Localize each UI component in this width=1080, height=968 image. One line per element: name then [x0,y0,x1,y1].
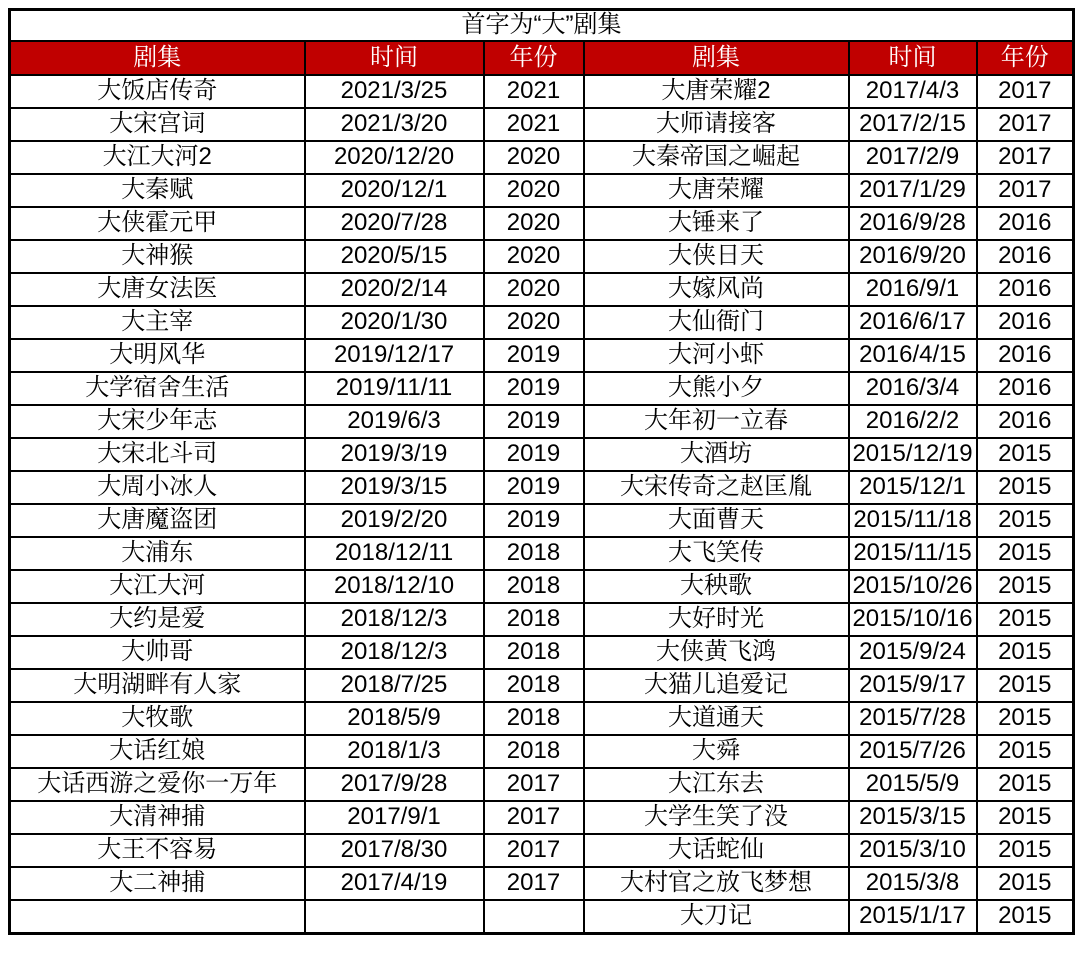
series-name-cell: 大帅哥 [10,636,305,669]
series-table [8,8,1075,935]
table-row [10,207,1074,240]
table-row [10,174,1074,207]
series-name-cell: 大秧歌 [584,570,849,603]
table-title: 首字为“大”剧集 [10,10,1074,42]
table-row [10,570,1074,603]
year-cell: 2015 [977,570,1074,603]
table-row [10,669,1074,702]
series-name-cell: 大年初一立春 [584,405,849,438]
date-cell: 2021/3/25 [305,75,484,108]
year-cell: 2017 [484,801,584,834]
series-name-cell: 大清神捕 [10,801,305,834]
year-cell: 2015 [977,900,1074,934]
date-cell: 2016/2/2 [849,405,977,438]
year-cell: 2017 [484,834,584,867]
date-cell: 2019/6/3 [305,405,484,438]
date-cell: 2018/5/9 [305,702,484,735]
year-cell: 2018 [484,669,584,702]
series-name-cell: 大明湖畔有人家 [10,669,305,702]
table-row [10,537,1074,570]
date-cell: 2015/12/19 [849,438,977,471]
table-row [10,141,1074,174]
date-cell: 2018/12/3 [305,603,484,636]
year-cell: 2015 [977,504,1074,537]
year-cell: 2016 [977,372,1074,405]
date-cell: 2015/9/17 [849,669,977,702]
year-cell: 2019 [484,405,584,438]
year-cell: 2017 [484,768,584,801]
year-cell: 2019 [484,372,584,405]
series-name-cell: 大唐荣耀 [584,174,849,207]
date-cell: 2015/1/17 [849,900,977,934]
date-cell: 2017/4/19 [305,867,484,900]
year-cell: 2018 [484,636,584,669]
year-cell: 2017 [977,174,1074,207]
series-name-cell: 大好时光 [584,603,849,636]
date-cell: 2015/3/15 [849,801,977,834]
year-cell: 2018 [484,735,584,768]
series-name-cell: 大学宿舍生活 [10,372,305,405]
date-cell: 2017/4/3 [849,75,977,108]
series-name-cell: 大嫁风尚 [584,273,849,306]
year-cell: 2016 [977,273,1074,306]
table-row [10,867,1074,900]
column-header-year-right: 年份 [977,41,1074,75]
year-cell: 2017 [484,867,584,900]
series-name-cell: 大宋传奇之赵匡胤 [584,471,849,504]
table-row [10,372,1074,405]
date-cell: 2018/12/11 [305,537,484,570]
year-cell: 2015 [977,438,1074,471]
date-cell: 2016/6/17 [849,306,977,339]
year-cell: 2016 [977,405,1074,438]
series-name-cell: 大话西游之爱你一万年 [10,768,305,801]
series-name-cell: 大唐魔盗团 [10,504,305,537]
year-cell: 2015 [977,834,1074,867]
year-cell: 2019 [484,471,584,504]
year-cell: 2018 [484,603,584,636]
table-row [10,240,1074,273]
series-name-cell: 大侠黄飞鸿 [584,636,849,669]
series-name-cell: 大江东去 [584,768,849,801]
year-cell: 2017 [977,108,1074,141]
year-cell: 2019 [484,504,584,537]
date-cell: 2020/12/1 [305,174,484,207]
series-name-cell: 大锤来了 [584,207,849,240]
series-name-cell: 大饭店传奇 [10,75,305,108]
series-name-cell: 大舜 [584,735,849,768]
series-name-cell: 大主宰 [10,306,305,339]
series-name-cell: 大王不容易 [10,834,305,867]
year-cell: 2015 [977,669,1074,702]
date-cell: 2017/1/29 [849,174,977,207]
column-header-year-left: 年份 [484,41,584,75]
table-row [10,504,1074,537]
year-cell: 2021 [484,108,584,141]
table-row [10,75,1074,108]
table-row [10,471,1074,504]
table-row [10,273,1074,306]
year-cell: 2019 [484,339,584,372]
series-name-cell: 大唐女法医 [10,273,305,306]
table-header-row [10,41,1074,75]
date-cell: 2015/10/16 [849,603,977,636]
year-cell: 2015 [977,636,1074,669]
series-name-cell: 大江大河 [10,570,305,603]
series-name-cell: 大侠日天 [584,240,849,273]
table-row [10,108,1074,141]
date-cell: 2017/2/9 [849,141,977,174]
date-cell: 2019/11/11 [305,372,484,405]
date-cell: 2017/9/1 [305,801,484,834]
year-cell: 2018 [484,702,584,735]
table-row [10,636,1074,669]
date-cell: 2020/2/14 [305,273,484,306]
date-cell: 2020/5/15 [305,240,484,273]
table-row [10,900,1074,934]
column-header-date-left: 时间 [305,41,484,75]
year-cell: 2020 [484,141,584,174]
year-cell: 2018 [484,570,584,603]
year-cell: 2015 [977,537,1074,570]
date-cell: 2015/7/26 [849,735,977,768]
table-row [10,438,1074,471]
date-cell: 2020/7/28 [305,207,484,240]
series-name-cell: 大约是爱 [10,603,305,636]
year-cell: 2020 [484,306,584,339]
series-name-cell: 大话红娘 [10,735,305,768]
date-cell: 2015/11/18 [849,504,977,537]
year-cell: 2016 [977,207,1074,240]
table-row [10,702,1074,735]
table-row [10,339,1074,372]
column-header-series-right: 剧集 [584,41,849,75]
series-name-cell: 大牧歌 [10,702,305,735]
series-name-cell: 大河小虾 [584,339,849,372]
year-cell: 2017 [977,141,1074,174]
series-name-cell: 大浦东 [10,537,305,570]
series-name-cell: 大猫儿追爱记 [584,669,849,702]
series-name-cell: 大飞笑传 [584,537,849,570]
year-cell: 2016 [977,339,1074,372]
series-name-cell: 大江大河2 [10,141,305,174]
table-row [10,768,1074,801]
table-row [10,603,1074,636]
column-header-series-left: 剧集 [10,41,305,75]
date-cell: 2018/12/3 [305,636,484,669]
series-name-cell: 大宋宫词 [10,108,305,141]
year-cell: 2015 [977,735,1074,768]
series-name-cell: 大明风华 [10,339,305,372]
series-name-cell: 大二神捕 [10,867,305,900]
date-cell: 2017/2/15 [849,108,977,141]
column-header-date-right: 时间 [849,41,977,75]
date-cell: 2019/3/19 [305,438,484,471]
series-name-cell: 大面曹天 [584,504,849,537]
series-name-cell: 大道通天 [584,702,849,735]
year-cell: 2020 [484,174,584,207]
date-cell: 2015/11/15 [849,537,977,570]
date-cell: 2020/1/30 [305,306,484,339]
table-title-row [10,10,1074,42]
year-cell: 2020 [484,240,584,273]
date-cell: 2019/2/20 [305,504,484,537]
series-name-cell: 大刀记 [584,900,849,934]
series-name-cell: 大侠霍元甲 [10,207,305,240]
date-cell: 2020/12/20 [305,141,484,174]
series-name-cell: 大唐荣耀2 [584,75,849,108]
year-cell: 2015 [977,471,1074,504]
series-name-cell: 大宋北斗司 [10,438,305,471]
table-body [10,75,1074,934]
date-cell: 2015/9/24 [849,636,977,669]
table-row [10,801,1074,834]
year-cell: 2018 [484,537,584,570]
table-row [10,405,1074,438]
series-name-cell: 大师请接客 [584,108,849,141]
year-cell: 2016 [977,306,1074,339]
date-cell: 2016/9/28 [849,207,977,240]
year-cell: 2015 [977,603,1074,636]
table-row [10,735,1074,768]
series-name-cell: 大秦帝国之崛起 [584,141,849,174]
year-cell: 2020 [484,207,584,240]
table-row [10,834,1074,867]
series-name-cell: 大话蛇仙 [584,834,849,867]
date-cell: 2018/12/10 [305,570,484,603]
series-name-cell: 大学生笑了没 [584,801,849,834]
series-name-cell: 大宋少年志 [10,405,305,438]
year-cell: 2015 [977,867,1074,900]
year-cell: 2021 [484,75,584,108]
date-cell: 2015/3/8 [849,867,977,900]
date-cell: 2017/8/30 [305,834,484,867]
date-cell: 2019/3/15 [305,471,484,504]
date-cell: 2016/4/15 [849,339,977,372]
date-cell: 2016/9/20 [849,240,977,273]
date-cell: 2017/9/28 [305,768,484,801]
series-name-cell: 大仙衙门 [584,306,849,339]
date-cell: 2015/12/1 [849,471,977,504]
date-cell: 2016/9/1 [849,273,977,306]
year-cell: 2015 [977,702,1074,735]
date-cell: 2015/5/9 [849,768,977,801]
date-cell: 2015/3/10 [849,834,977,867]
series-name-cell: 大周小冰人 [10,471,305,504]
date-cell: 2018/7/25 [305,669,484,702]
series-name-cell: 大秦赋 [10,174,305,207]
series-name-cell: 大酒坊 [584,438,849,471]
year-cell: 2016 [977,240,1074,273]
date-cell: 2018/1/3 [305,735,484,768]
year-cell: 2017 [977,75,1074,108]
date-cell: 2016/3/4 [849,372,977,405]
year-cell [484,900,584,934]
series-name-cell [10,900,305,934]
year-cell: 2015 [977,768,1074,801]
date-cell: 2015/10/26 [849,570,977,603]
series-name-cell: 大熊小夕 [584,372,849,405]
year-cell: 2020 [484,273,584,306]
table-row [10,306,1074,339]
series-name-cell: 大村官之放飞梦想 [584,867,849,900]
year-cell: 2019 [484,438,584,471]
date-cell: 2021/3/20 [305,108,484,141]
date-cell: 2015/7/28 [849,702,977,735]
year-cell: 2015 [977,801,1074,834]
date-cell [305,900,484,934]
series-name-cell: 大神猴 [10,240,305,273]
date-cell: 2019/12/17 [305,339,484,372]
